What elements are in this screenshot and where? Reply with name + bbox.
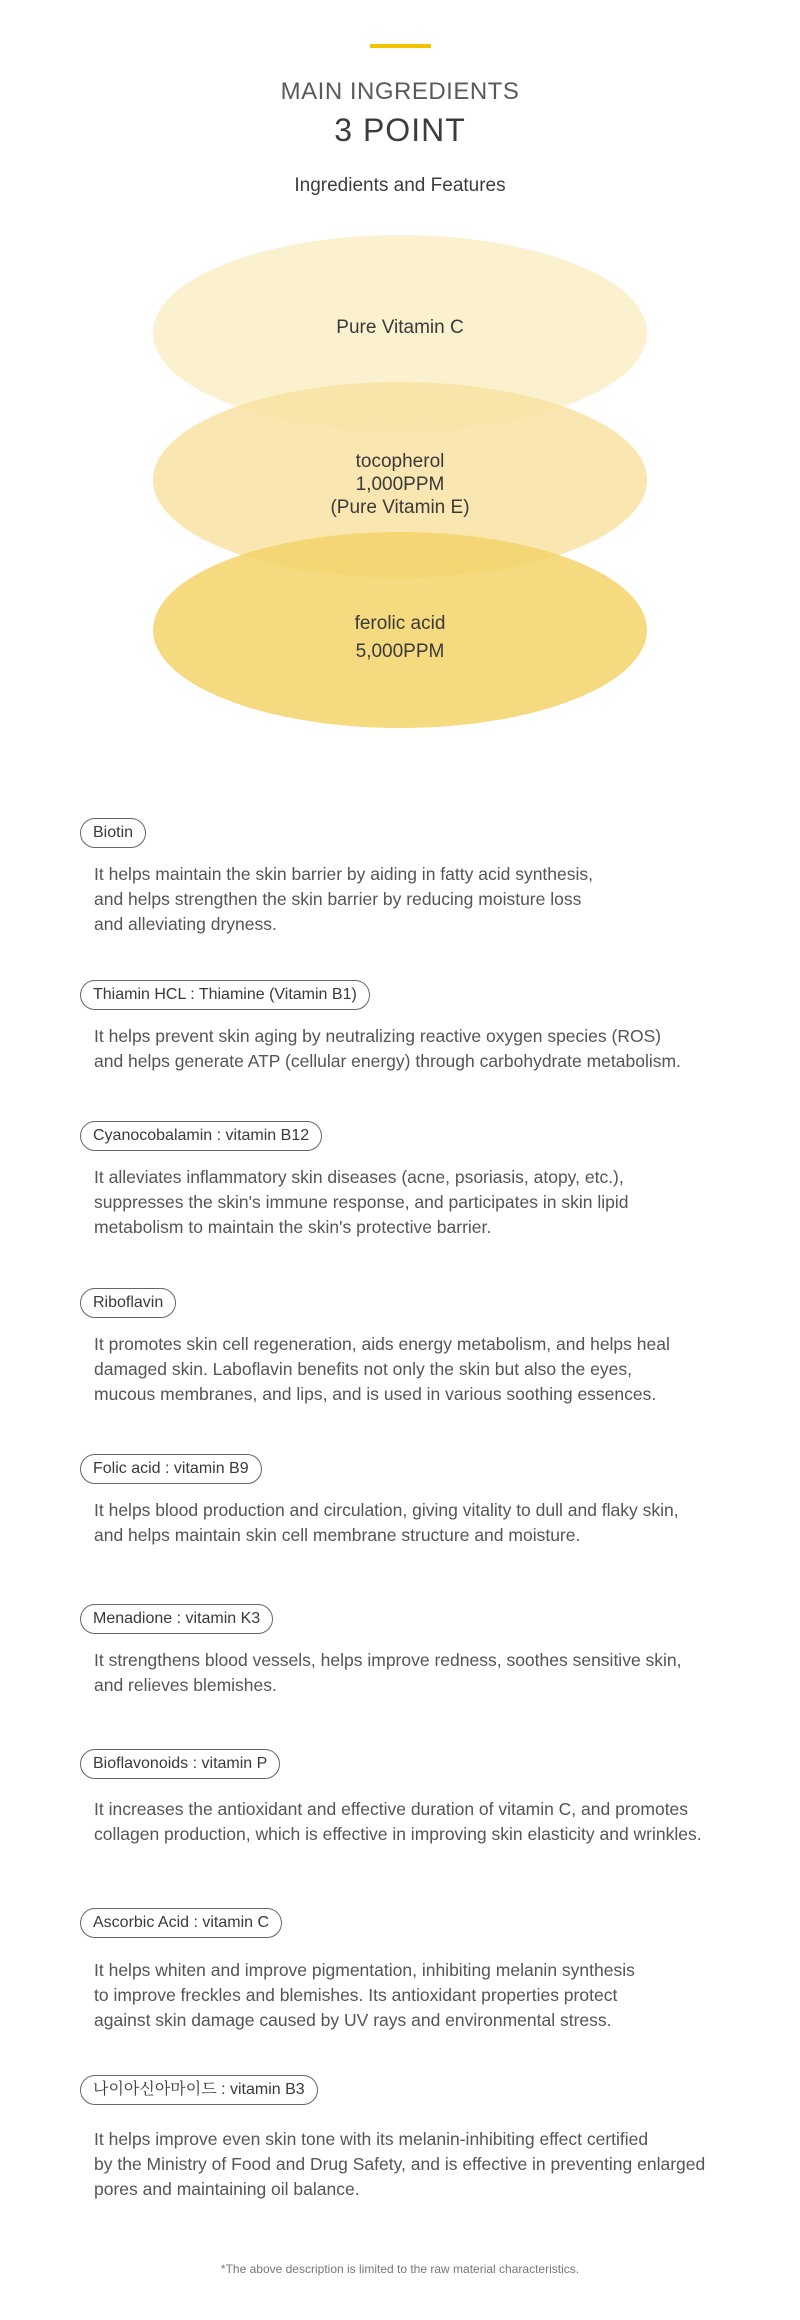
ingredient-tag: Menadione : vitamin K3: [80, 1604, 273, 1634]
ingredient-item: [80, 1121, 780, 1240]
ingredient-description: It helps blood production and circulation, giving vitality to dull and flaky skin, and helps maintain skin cell membrane structure and moisture.: [94, 1500, 679, 1545]
ingredient-tag: Ascorbic Acid : vitamin C: [80, 1908, 282, 1938]
ingredient-tag: Folic acid : vitamin B9: [80, 1454, 262, 1484]
ingredient-item: [80, 1454, 780, 1548]
ingredient-description: It helps prevent skin aging by neutralizing reactive oxygen species (ROS) and helps generate ATP (cellular energy) through carbohydrate metabolism.: [94, 1026, 681, 1071]
ellipse-label-ferulic-name: ferolic acid: [354, 613, 446, 634]
ingredient-description: It helps maintain the skin barrier by aiding in fatty acid synthesis, and helps strengthen the skin barrier by reducing moisture loss and alleviating dryness.: [94, 864, 593, 934]
ingredient-description: It alleviates inflammatory skin diseases (acne, psoriasis, atopy, etc.), suppresses the skin's immune response, and participates in skin lipid metabolism to maintain the skin's protective barrier.: [94, 1167, 629, 1237]
section-subtitle: MAIN INGREDIENTS: [280, 78, 520, 105]
ingredient-item: [80, 980, 780, 1074]
ingredient-description: It helps improve even skin tone with its melanin-inhibiting effect certified by the Ministry of Food and Drug Safety, and is effective in preventing enlarged pores and maintaining oil balance.: [94, 2129, 706, 2199]
ingredient-item: [80, 818, 780, 937]
ingredient-tag: Cyanocobalamin : vitamin B12: [80, 1121, 322, 1151]
ingredient-description: It strengthens blood vessels, helps improve redness, soothes sensitive skin, and relieves blemishes.: [94, 1650, 682, 1695]
ellipse-label-tocopherol-ppm: 1,000PPM: [355, 474, 445, 495]
ingredient-item: [80, 1288, 780, 1407]
section-description: Ingredients and Features: [294, 175, 506, 196]
ingredient-description: It helps whiten and improve pigmentation, inhibiting melanin synthesis to improve freckles and blemishes. Its antioxidant properties protect against skin damage caused by UV rays and environmental stress.: [94, 1960, 635, 2030]
ingredient-tag: Thiamin HCL : Thiamine (Vitamin B1): [80, 980, 370, 1010]
ellipse-label-tocopherol-name: tocopherol: [355, 451, 445, 472]
ingredient-item: [80, 1604, 780, 1698]
ingredient-tag: Riboflavin: [80, 1288, 176, 1318]
ingredient-tag: 나이아신아마이드 : vitamin B3: [80, 2075, 318, 2105]
ingredient-description: It increases the antioxidant and effective duration of vitamin C, and promotes collagen production, which is effective in improving skin elasticity and wrinkles.: [94, 1799, 702, 1844]
ingredient-item: [80, 2075, 780, 2202]
ellipse-label-tocopherol-desc: (Pure Vitamin E): [330, 497, 470, 518]
ingredient-tag: Bioflavonoids : vitamin P: [80, 1749, 280, 1779]
footnote: *The above description is limited to the raw material characteristics.: [220, 2262, 580, 2276]
ingredient-description: It promotes skin cell regeneration, aids energy metabolism, and helps heal damaged skin. Laboflavin benefits not only the skin but also the eyes, mucous membranes, and lips, and is used in various soothing essences.: [94, 1334, 670, 1404]
ingredient-item: [80, 1749, 780, 1847]
ellipse-label-vitamin-c: Pure Vitamin C: [336, 317, 464, 338]
section-title: 3 POINT: [334, 112, 466, 148]
ellipse-label-ferulic-ppm: 5,000PPM: [355, 641, 445, 662]
ingredient-tag: Biotin: [80, 818, 146, 848]
ingredient-item: [80, 1908, 780, 2033]
